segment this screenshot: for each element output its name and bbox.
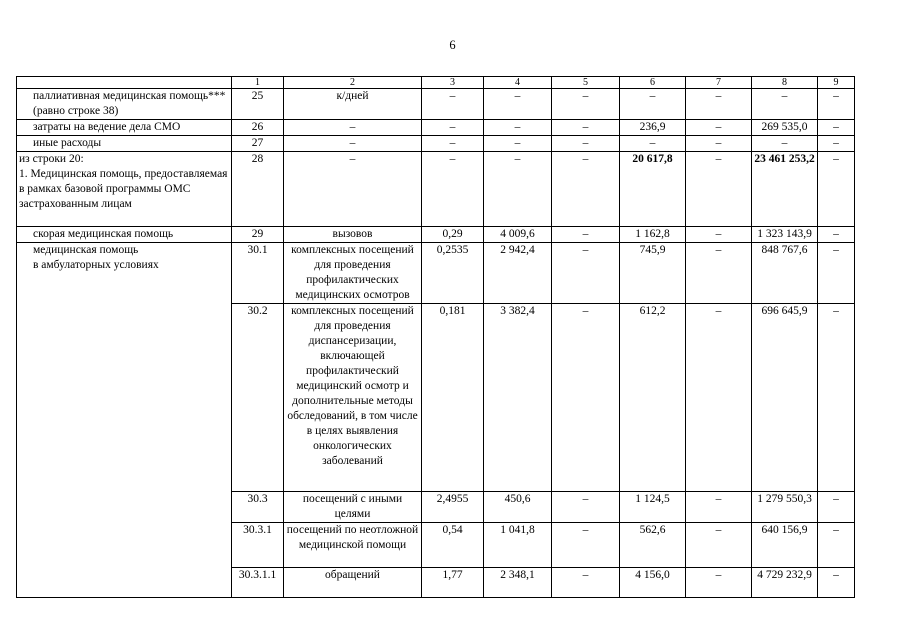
row-name-cell	[17, 89, 232, 120]
row-number: 27	[232, 136, 284, 152]
value-c7: –	[686, 120, 752, 136]
value-c9: –	[818, 568, 855, 598]
row-number: 25	[232, 89, 284, 120]
value-c7: –	[686, 152, 752, 227]
row-name: иные расходы	[33, 137, 102, 149]
value-c9: –	[818, 492, 855, 523]
row-number: 29	[232, 227, 284, 243]
row-number: 30.2	[232, 304, 284, 492]
row-name-cell	[17, 152, 232, 227]
value-c3: 1,77	[422, 568, 484, 598]
row-name: из строки 20: 1. Медицинская помощь, предоставляемая в рамках базовой программы ОМС застрахованным лицам	[19, 153, 228, 210]
header-cell-2: 1	[232, 77, 284, 89]
value-c8: –	[752, 136, 818, 152]
value-c8: 23 461 253,2	[752, 152, 818, 227]
value-c4: 2 348,1	[484, 568, 552, 598]
value-c6: 612,2	[620, 304, 686, 492]
row-name: медицинская помощь в амбулаторных условиях	[33, 244, 159, 271]
row-number: 30.3.1	[232, 523, 284, 568]
value-c4: –	[484, 136, 552, 152]
value-c8: 4 729 232,9	[752, 568, 818, 598]
value-c4: –	[484, 152, 552, 227]
value-c9: –	[818, 136, 855, 152]
value-c6: 4 156,0	[620, 568, 686, 598]
value-c8: 1 323 143,9	[752, 227, 818, 243]
header-cell-5: 4	[484, 77, 552, 89]
value-c4: –	[484, 89, 552, 120]
value-c5: –	[552, 304, 620, 492]
value-c8: 269 535,0	[752, 120, 818, 136]
value-c3: 0,29	[422, 227, 484, 243]
value-c7: –	[686, 227, 752, 243]
value-c5: –	[552, 523, 620, 568]
header-cell-10: 9	[818, 77, 855, 89]
value-c5: –	[552, 136, 620, 152]
value-c4: 4 009,6	[484, 227, 552, 243]
value-c5: –	[552, 243, 620, 304]
value-c3: –	[422, 89, 484, 120]
value-c6: 562,6	[620, 523, 686, 568]
row-unit: комплексных посещений для проведения профилактических медицинских осмотров	[284, 243, 422, 304]
table-row	[17, 227, 855, 243]
value-c6: 236,9	[620, 120, 686, 136]
header-cell-3: 2	[284, 77, 422, 89]
value-c3: 0,54	[422, 523, 484, 568]
value-c3: 0,2535	[422, 243, 484, 304]
value-c3: –	[422, 136, 484, 152]
row-name-cell	[17, 227, 232, 243]
value-c6: 1 124,5	[620, 492, 686, 523]
table-row	[17, 89, 855, 120]
value-c4: 3 382,4	[484, 304, 552, 492]
header-row	[17, 77, 855, 89]
row-number: 26	[232, 120, 284, 136]
value-c6: –	[620, 136, 686, 152]
value-c8: 1 279 550,3	[752, 492, 818, 523]
table-row	[17, 136, 855, 152]
value-c6: –	[620, 89, 686, 120]
value-c7: –	[686, 523, 752, 568]
value-c6: 745,9	[620, 243, 686, 304]
financial-table	[16, 76, 855, 598]
table-row	[17, 243, 855, 304]
table-row	[17, 120, 855, 136]
table-row	[17, 152, 855, 227]
value-c6: 20 617,8	[620, 152, 686, 227]
row-unit: посещений с иными целями	[284, 492, 422, 523]
value-c6: 1 162,8	[620, 227, 686, 243]
value-c5: –	[552, 227, 620, 243]
row-unit: к/дней	[284, 89, 422, 120]
value-c7: –	[686, 136, 752, 152]
value-c3: –	[422, 152, 484, 227]
value-c9: –	[818, 152, 855, 227]
value-c9: –	[818, 243, 855, 304]
value-c9: –	[818, 120, 855, 136]
row-unit: посещений по неотложной медицинской помощи	[284, 523, 422, 568]
value-c7: –	[686, 243, 752, 304]
value-c9: –	[818, 523, 855, 568]
row-number: 30.3.1.1	[232, 568, 284, 598]
value-c7: –	[686, 568, 752, 598]
value-c8: 848 767,6	[752, 243, 818, 304]
value-c4: 450,6	[484, 492, 552, 523]
page-number: 6	[449, 38, 456, 52]
value-c4: 1 041,8	[484, 523, 552, 568]
value-c7: –	[686, 304, 752, 492]
value-c7: –	[686, 492, 752, 523]
value-c9: –	[818, 304, 855, 492]
value-c5: –	[552, 568, 620, 598]
header-cell-1	[17, 77, 232, 89]
value-c3: –	[422, 120, 484, 136]
header-cell-6: 5	[552, 77, 620, 89]
row-number: 30.3	[232, 492, 284, 523]
value-c4: –	[484, 120, 552, 136]
value-c8: 640 156,9	[752, 523, 818, 568]
header-cell-9: 8	[752, 77, 818, 89]
row-number: 30.1	[232, 243, 284, 304]
row-name-cell	[17, 120, 232, 136]
row-unit: обращений	[284, 568, 422, 598]
value-c5: –	[552, 89, 620, 120]
value-c4: 2 942,4	[484, 243, 552, 304]
value-c9: –	[818, 89, 855, 120]
row-number: 28	[232, 152, 284, 227]
row-unit: –	[284, 120, 422, 136]
value-c5: –	[552, 120, 620, 136]
row-name: затраты на ведение дела СМО	[33, 121, 181, 133]
value-c8: –	[752, 89, 818, 120]
value-c3: 0,181	[422, 304, 484, 492]
row-name: скорая медицинская помощь	[33, 228, 174, 240]
header-cell-7: 6	[620, 77, 686, 89]
value-c8: 696 645,9	[752, 304, 818, 492]
value-c5: –	[552, 492, 620, 523]
value-c9: –	[818, 227, 855, 243]
row-unit: –	[284, 152, 422, 227]
value-c7: –	[686, 89, 752, 120]
value-c3: 2,4955	[422, 492, 484, 523]
row-unit: вызовов	[284, 227, 422, 243]
value-c5: –	[552, 152, 620, 227]
row-unit: –	[284, 136, 422, 152]
row-name-cell	[17, 136, 232, 152]
header-cell-4: 3	[422, 77, 484, 89]
row-name-cell	[17, 243, 232, 598]
row-name: паллиативная медицинская помощь*** (равно строке 38)	[33, 90, 226, 117]
row-unit: комплексных посещений для проведения диспансеризации, включающей профилактический медицинский осмотр и дополнительные методы обследований, в том числе в целях выявления онкологических заболеваний	[284, 304, 422, 492]
header-cell-8: 7	[686, 77, 752, 89]
